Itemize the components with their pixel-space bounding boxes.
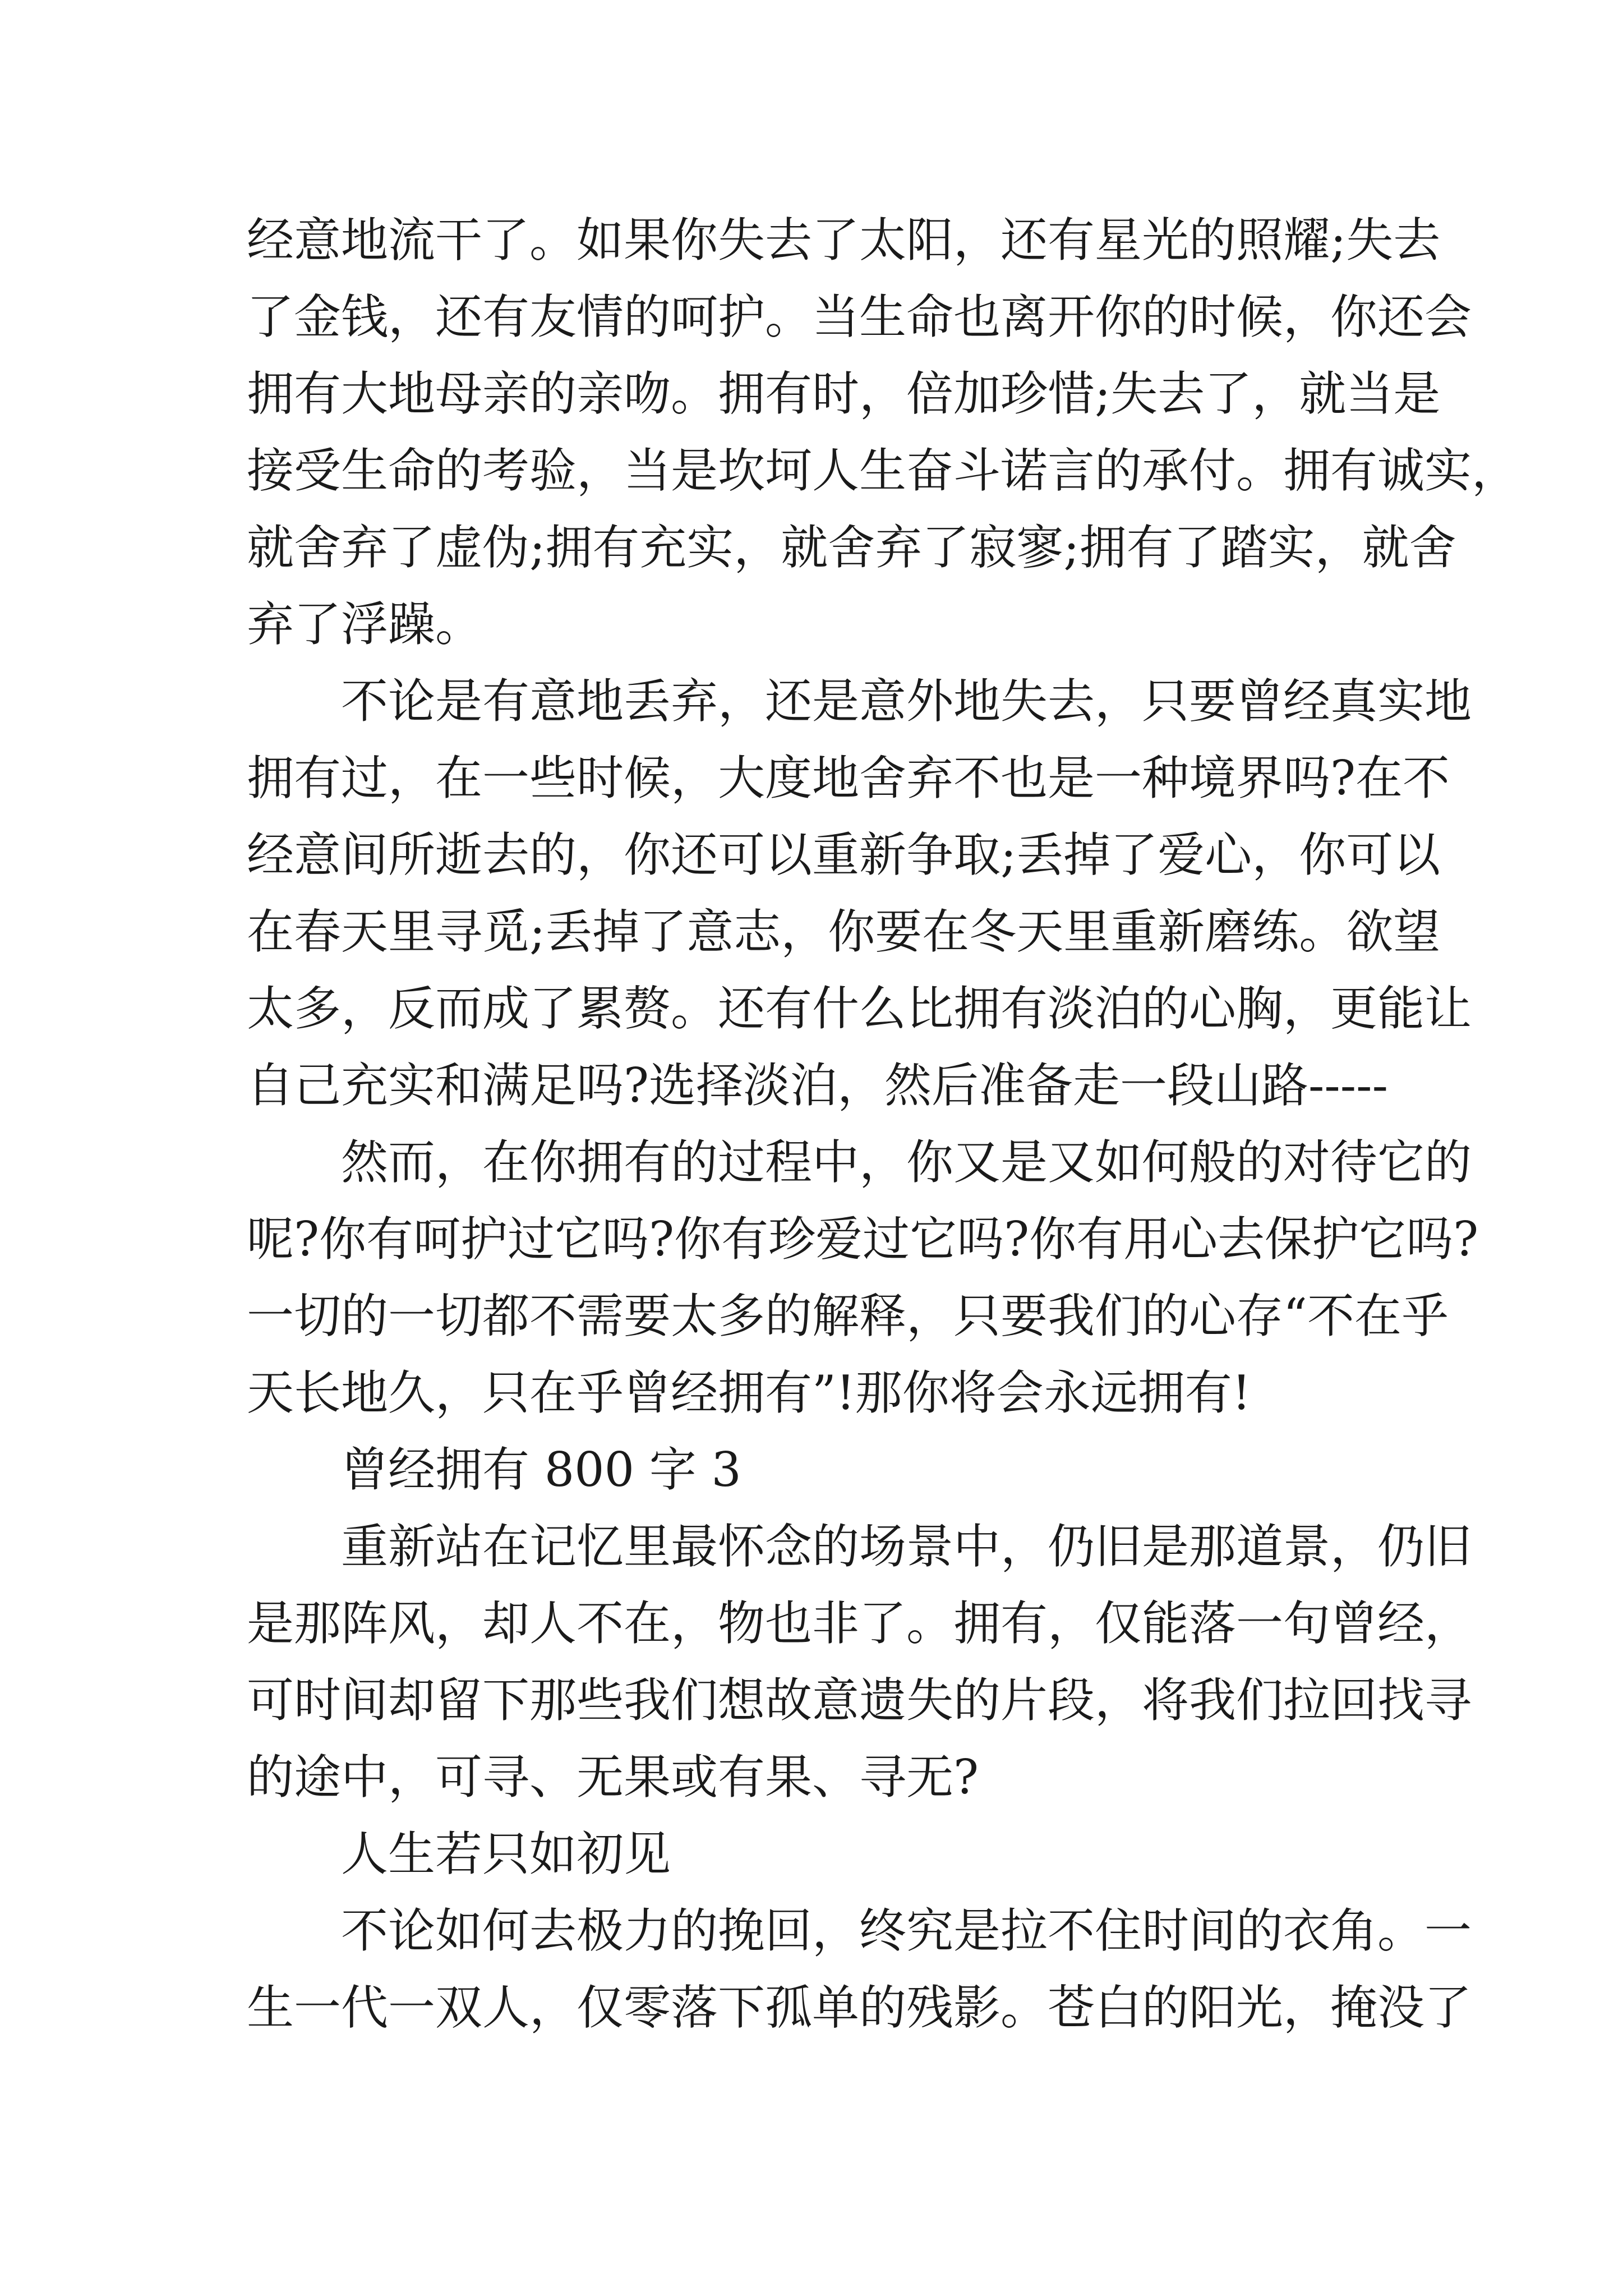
text-line: 接受生命的考验，当是坎坷人生奋斗诺言的承付。拥有诚实，: [247, 443, 1519, 498]
text-line: 自己充实和满足吗?选择淡泊，然后准备走一段山路-----: [247, 1058, 1388, 1113]
text-line: 是那阵风，却人不在，物也非了。拥有，仅能落一句曾经，: [247, 1596, 1472, 1651]
text-line: 经意间所逝去的，你还可以重新争取;丢掉了爱心，你可以: [247, 827, 1441, 882]
text-line: 重新站在记忆里最怀念的场景中，仍旧是那道景，仍旧: [341, 1519, 1472, 1574]
text-line: 的途中，可寻、无果或有果、寻无?: [247, 1750, 979, 1805]
text-line: 天长地久，只在乎曾经拥有”!那你将会永远拥有!: [247, 1365, 1251, 1420]
text-line: 不论如何去极力的挽回，终究是拉不住时间的衣角。一: [341, 1903, 1472, 1958]
body-text: [247, 202, 1519, 2046]
text-line: 在春天里寻觅;丢掉了意志，你要在冬天里重新磨练。欲望: [247, 904, 1441, 959]
text-line: 拥有过，在一些时候，大度地舍弃不也是一种境界吗?在不: [247, 751, 1450, 806]
text-line: 曾经拥有 800 字 3: [341, 1442, 741, 1497]
text-line: 可时间却留下那些我们想故意遗失的片段，将我们拉回找寻: [247, 1673, 1472, 1728]
text-line: 一切的一切都不需要太多的解释，只要我们的心存“不在乎: [247, 1289, 1449, 1343]
text-line: 然而，在你拥有的过程中，你又是又如何般的对待它的: [341, 1135, 1472, 1190]
text-line: 拥有大地母亲的亲吻。拥有时，倍加珍惜;失去了，就当是: [247, 366, 1441, 421]
text-line: 太多，反而成了累赘。还有什么比拥有淡泊的心胸，更能让: [247, 981, 1472, 1036]
text-line: 人生若只如初见: [341, 1826, 671, 1881]
text-line: 了金钱，还有友情的呵护。当生命也离开你的时候，你还会: [247, 289, 1472, 344]
text-line: 不论是有意地丢弃，还是意外地失去，只要曾经真实地: [341, 674, 1472, 729]
text-line: 生一代一双人，仅零落下孤单的残影。苍白的阳光，掩没了: [247, 1980, 1472, 2035]
text-line: 弃了浮躁。: [247, 597, 483, 652]
text-line: 呢?你有呵护过它吗?你有珍爱过它吗?你有用心去保护它吗?: [247, 1212, 1479, 1267]
text-line: 经意地流干了。如果你失去了太阳，还有星光的照耀;失去: [247, 213, 1441, 268]
text-line: 就舍弃了虚伪;拥有充实，就舍弃了寂寥;拥有了踏实，就舍: [247, 520, 1456, 575]
